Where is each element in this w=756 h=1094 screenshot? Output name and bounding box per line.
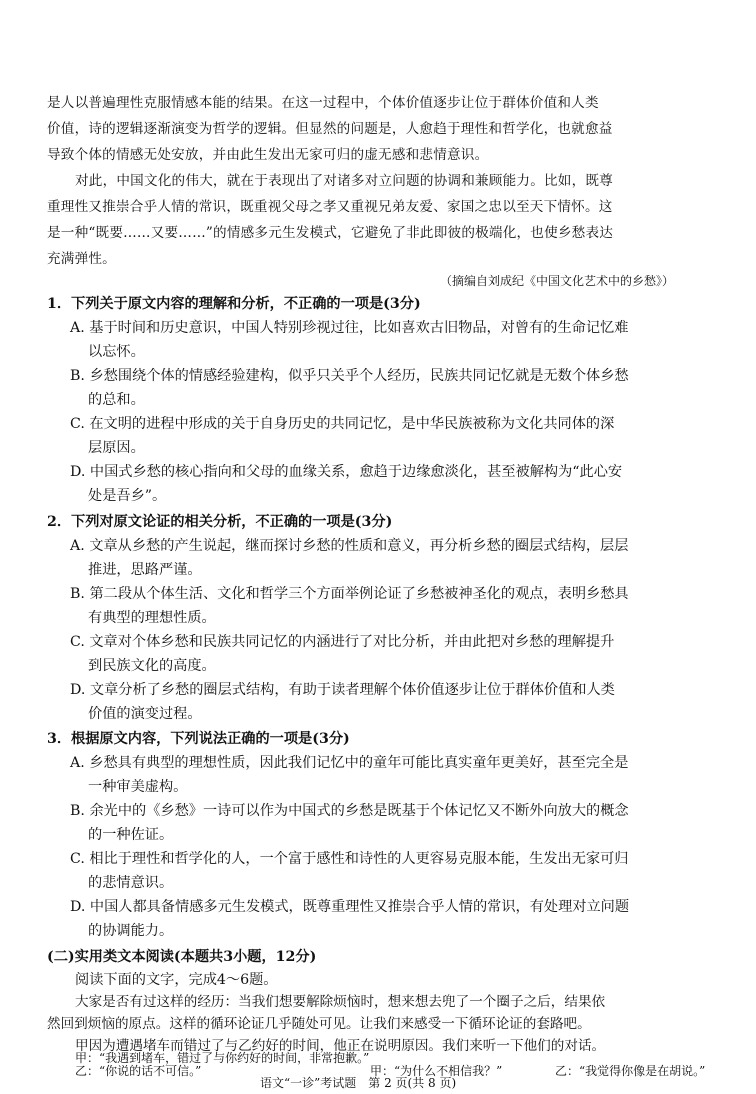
q1-option-d-cont: 处是吾乡”。 — [88, 488, 167, 504]
passage-line: 导致个体的情感无处安放，并由此生发出无家可归的虚无感和悲情意识。 — [47, 147, 489, 163]
q1-option-a: A. 基于时间和历史意识，中国人特别珍视过往，比如喜欢古旧物品，对曾有的生命记忆难 — [70, 320, 629, 336]
q2-option-d-cont: 价值的演变过程。 — [88, 706, 202, 722]
q1-option-b: B. 乡愁围绕个体的情感经验建构，似乎只关乎个人经历，民族共同记忆就是无数个体乡愁 — [70, 368, 629, 384]
q2-option-a: A. 文章从乡愁的产生说起，继而探讨乡愁的性质和意义，再分析乡愁的圈层式结构，层层 — [70, 538, 629, 554]
q3-option-b-cont: 的一种佐证。 — [88, 827, 174, 843]
passage-line: 价值，诗的逻辑逐渐演变为哲学的逻辑。但显然的问题是，人愈趋于理性和哲学化，也就愈益 — [47, 121, 613, 137]
dialogue-line-2: 乙：“你说的话不可信。” — [75, 1064, 202, 1078]
passage-line: 是一种“既要……又要……”的情感多元生发模式，它避免了非此即彼的极端化，也使乡愁表达 — [47, 225, 614, 241]
passage-line: 重理性又推崇合乎人情的常识，既重视父母之孝又重视兄弟友爱、家国之忠以至天下情怀。这 — [47, 199, 613, 215]
passage-line: 是人以普遍理性克服情感本能的结果。在这一过程中，个体价值逐步让位于群体价值和人类 — [47, 95, 599, 111]
q1-option-b-cont: 的总和。 — [88, 392, 145, 408]
q3-option-c: C. 相比于理性和哲学化的人，一个富于感性和诗性的人更容易克服本能，生发出无家可归 — [70, 851, 629, 867]
q2-option-b-cont: 有典型的理想性质。 — [88, 610, 216, 626]
q1-option-c-cont: 层原因。 — [88, 440, 145, 456]
q3-option-d: D. 中国人都具备情感多元生发模式，既尊重理性又推崇合乎人情的常识，有处理对立问题 — [70, 899, 630, 915]
dialogue-line-3: 甲：“为什么不相信我？” — [370, 1064, 503, 1078]
section-2-line: 然回到烦恼的原点。这样的循环论证几乎随处可见。让我们来感受一下循环论证的套路吧。 — [47, 1016, 591, 1032]
q3-option-a: A. 乡愁具有典型的理想性质，因此我们记忆中的童年可能比真实童年更美好，甚至完全是 — [70, 755, 629, 771]
question-1-stem: 1．下列关于原文内容的理解和分析，不正确的一项是(3分) — [47, 296, 421, 312]
question-2-stem: 2．下列对原文论证的相关分析，不正确的一项是(3分) — [47, 514, 393, 530]
dialogue-line-1: 甲：“我遇到堵车，错过了与你约好的时间，非常抱歉。” — [75, 1051, 370, 1065]
q2-option-b: B. 第二段从个体生活、文化和哲学三个方面举例论证了乡愁被神圣化的观点，表明乡愁具 — [70, 586, 629, 602]
dialogue-line-4: 乙：“我觉得你像是在胡说。” — [555, 1064, 706, 1078]
q1-option-d: D. 中国式乡愁的核心指向和父母的血缘关系，愈趋于边缘愈淡化，甚至被解构为“此心安 — [70, 464, 623, 480]
section-2-line: 甲因为遭遇堵车而错过了与乙约好的时间，他正在说明原因。我们来听一下他们的对话。 — [75, 1038, 606, 1054]
q3-option-b: B. 余光中的《乡愁》一诗可以作为中国式的乡愁是既基于个体记忆又不断外向放大的概念 — [70, 803, 629, 819]
q3-option-d-cont: 的协调能力。 — [88, 923, 174, 939]
passage-line: 对此，中国文化的伟大，就在于表现出了对诸多对立问题的协调和兼顾能力。比如，既尊 — [75, 173, 613, 189]
page-footer: 语文“一诊”考试题 第 2 页(共 8 页) — [260, 1076, 457, 1090]
q2-option-c-cont: 到民族文化的高度。 — [88, 658, 216, 674]
q2-option-d: D. 文章分析了乡愁的圈层式结构，有助于读者理解个体价值逐步让位于群体价值和人类 — [70, 682, 615, 698]
source-citation: （摘编自刘成纪《中国文化艺术中的乡愁》） — [440, 274, 675, 288]
q2-option-c: C. 文章对个体乡愁和民族共同记忆的内涵进行了对比分析，并由此把对乡愁的理解提升 — [70, 634, 615, 650]
q1-option-a-cont: 以忘怀。 — [88, 344, 145, 360]
question-3-stem: 3．根据原文内容，下列说法正确的一项是(3分) — [47, 731, 350, 747]
q1-option-c: C. 在文明的进程中形成的关于自身历史的共同记忆，是中华民族被称为文化共同体的深 — [70, 416, 615, 432]
q3-option-a-cont: 一种审美虚构。 — [88, 779, 188, 795]
passage-line: 充满弹性。 — [47, 251, 116, 267]
section-2-instruction: 阅读下面的文字，完成4～6题。 — [75, 972, 278, 988]
section-2-line: 大家是否有过这样的经历：当我们想要解除烦恼时，想来想去兜了一个圈子之后，结果依 — [75, 994, 606, 1010]
section-2-header: (二)实用类文本阅读(本题共3小题，12分) — [47, 949, 317, 965]
q3-option-c-cont: 的悲情意识。 — [88, 875, 174, 891]
q2-option-a-cont: 推进，思路严谨。 — [88, 562, 202, 578]
